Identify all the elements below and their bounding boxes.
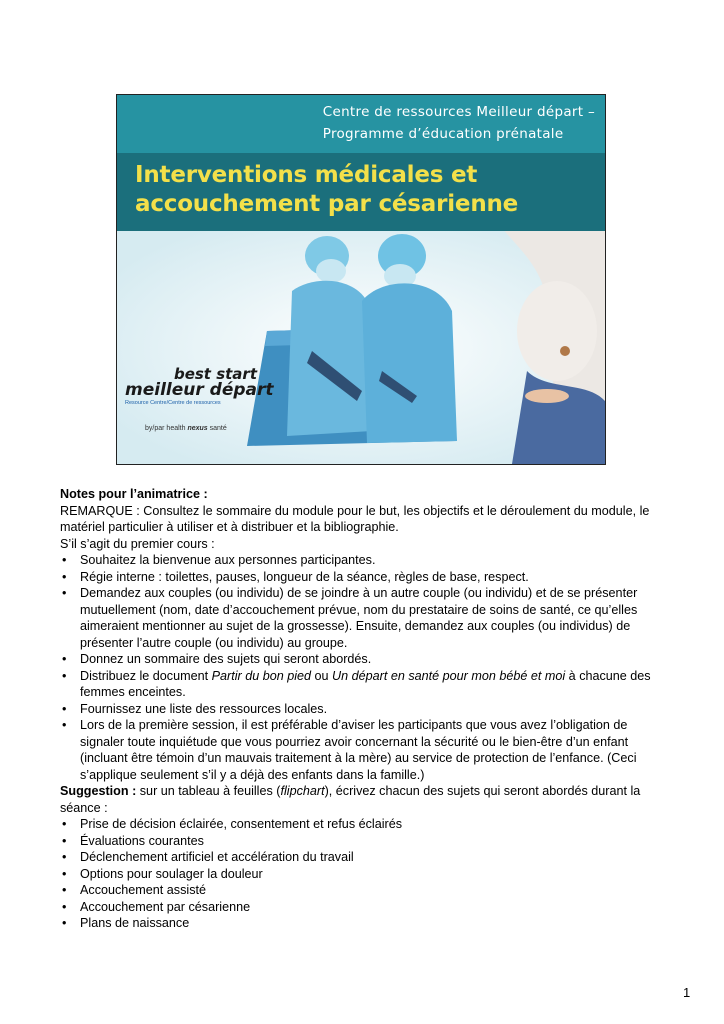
topic-item: • Options pour soulager la douleur <box>60 866 668 883</box>
list-item: • Lors de la première session, il est préférable d’aviser les participants que vous avez l’obligation de signaler toute inquiétude que vous pourriez avoir concernant la sécurité ou le bien-être d’un enfant (incluant être témoin d’un mauvais traitement à la mère) au service de protection de l’enfance. (Ceci s’applique seulement s’il y a déjà des enfants dans la famille.) <box>60 717 668 783</box>
logo-by: by/par <box>145 425 165 432</box>
item5-post: à chacune des femmes enceintes. <box>80 668 651 699</box>
first-course-list <box>60 552 668 783</box>
slide-header-line1: Centre de ressources Meilleur départ – <box>322 104 595 120</box>
slide-title-line2: accouchement par césarienne <box>135 191 519 217</box>
list-item: • Fournissez une liste des ressources locales. <box>60 701 668 718</box>
slide-thumbnail <box>116 94 606 465</box>
slide-header-line2: Programme d’éducation prénatale <box>322 126 564 142</box>
topic-item: • Déclenchement artificiel et accélération du travail <box>60 849 668 866</box>
logo-health: health <box>166 425 186 432</box>
slide-title <box>135 161 518 219</box>
topic-item: • Évaluations courantes <box>60 833 668 850</box>
topic-item: • Prise de décision éclairée, consentement et refus éclairés <box>60 816 668 833</box>
logo-resource-centre: Resource Centre/Centre de ressources <box>125 400 221 406</box>
notes-remarque: REMARQUE : Consultez le sommaire du module pour le but, les objectifs et le déroulement du module, le matériel particulier à utiliser et à distribuer et la bibliographie. <box>60 503 650 534</box>
topic-item: • Plans de naissance <box>60 915 668 932</box>
suggestion-post: ), écrivez chacun des sujets qui seront abordés durant la séance : <box>60 784 641 815</box>
topics-list <box>60 816 668 932</box>
slide-title-line1: Interventions médicales et <box>135 162 478 188</box>
logo-best-start: best start <box>173 365 257 383</box>
notes-heading: Notes pour l’animatrice : <box>60 487 208 501</box>
suggestion-flipchart: flipchart <box>280 784 325 798</box>
suggestion-label: Suggestion : <box>60 784 137 798</box>
item5-pre: Distribuez le document <box>80 668 212 683</box>
notes-suggestion <box>60 783 668 816</box>
list-item: • Régie interne : toilettes, pauses, longueur de la séance, règles de base, respect. <box>60 569 668 586</box>
item5-doc1: Partir du bon pied <box>211 668 312 683</box>
page-number: 1 <box>683 985 691 1000</box>
logo-nexus: nexus <box>187 425 208 432</box>
suggestion-pre: sur un tableau à feuilles ( <box>136 784 281 798</box>
speaker-notes <box>60 486 668 932</box>
notes-first-course: S’il s’agit du premier cours : <box>60 536 215 551</box>
logo-meilleur-depart: meilleur départ <box>125 380 274 400</box>
slide-header <box>323 101 595 145</box>
list-item: • Demandez aux couples (ou individu) de se joindre à un autre couple (ou individu) et de se présenter mutuellement (nom, date d’accouchement prévue, nom du prestataire de soins de santé, ce qu’elles aimeraient mentionner au sujet de la grossesse). Ensuite, demandez aux couples (ou individus) de présenter l’autre couple (ou individu) au groupe. <box>60 585 668 651</box>
logo-sante: santé <box>209 425 227 432</box>
list-item <box>60 668 668 701</box>
topic-item: • Accouchement assisté <box>60 882 668 899</box>
item5-doc2: Un départ en santé pour mon bébé et moi <box>332 668 566 683</box>
topic-item: • Accouchement par césarienne <box>60 899 668 916</box>
list-item: • Souhaitez la bienvenue aux personnes participantes. <box>60 552 668 569</box>
best-start-logo <box>125 367 275 432</box>
item5-mid: ou <box>311 668 333 683</box>
logo-health-nexus <box>125 425 275 432</box>
list-item: • Donnez un sommaire des sujets qui seront abordés. <box>60 651 668 668</box>
